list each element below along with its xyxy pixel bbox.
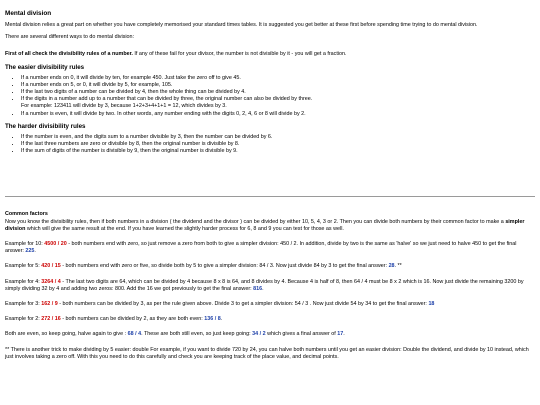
example-answer: 136 / 8 [204, 316, 221, 323]
common-factors-paragraph [5, 219, 535, 233]
example-tail: . ** [394, 263, 402, 270]
example-text: - The last two digits are 64, which can be divided by 4 because 8 x 8 is 64, and 8 divides by 4. Because 4 is half of 8, then 64 / 4 must be 8 x 2 which is 16. Now just divide the remaining 3200 by simply dividing 32 by 4 and adding two zeros: 800. Add the 16 we got previously to get the final answer: [5, 278, 524, 292]
example-answer: 28 [388, 263, 395, 270]
list-item: • If the number is even, and the digits sum to a number divisible by 3, then the number can be divided by 6. [21, 134, 535, 141]
example-tail: . [220, 316, 223, 323]
example-5 [5, 263, 535, 270]
lead-paragraph [5, 51, 535, 58]
example-4 [5, 279, 535, 293]
list-item: • If the last two digits of a number can be divided by 4, then the whole thing can be divided by 4. [21, 89, 535, 96]
common-factors-heading: Common factors [5, 211, 48, 218]
example-10 [5, 241, 535, 255]
list-item: • If the sum of digits of the number is divisible by 9, then the original number is divisible by 9. [21, 148, 535, 155]
page-title: Mental division [5, 10, 52, 17]
common-bold: simpler division [5, 218, 525, 232]
example-label: Example for 3: [5, 301, 42, 308]
ways-paragraph: There are several different ways to do mental division: [5, 34, 135, 41]
example-text: - both numbers end with zero, so just remove a zero from both to give a simpler division: 450 / 2. In addition, divide by two is the same as 'halve' so we just need to halve 450 to get the final answer: [5, 241, 517, 255]
both-even-text-c: . These are both still even, so just keep going: [141, 331, 253, 338]
list-item: • If a number ends on 0, it will divide by ten, for example 450. Just take the zero off to give 45. [21, 75, 535, 82]
example-text: - both numbers end with zero or five, so divide both by 5 to give a simpler division: 84 / 3. Now just divide 84 by 3 to get the final answer: [60, 263, 389, 270]
list-item [21, 96, 535, 110]
both-even-text-a: Both are even, so keep going, halve again to give : [5, 331, 128, 338]
footnote: ** There is another trick to make dividing by 5 easier: double For example, if you want to divide 720 by 24, you can halve both numbers until you get an easier division: Double the dividend, and divide by 10 instead, which just involves taking a zero off. With this you need to do this carefully and check you are keeping track of the place value, and decimal points. [5, 346, 529, 360]
example-tail: . [262, 285, 264, 292]
rule-three-text: If the digits in a number add up to a number that can be divided by three, the original number can also be divided by three. [21, 96, 313, 103]
example-label: Example for 4: [5, 278, 42, 285]
common-text-a: Now you know the divisibility rules, then if both numbers in a division ( the dividend and the divisor ) can be divided by either 10, 5, 4, 3 or 2. Then you can divide both numbers by their common factor to make a [5, 218, 506, 225]
both-even-text-e: . [343, 331, 345, 338]
example-label: Example for 5: [5, 263, 42, 270]
common-text-b: which will give the same result at the end. If you have learned the slightly harder process for 6, 8 and 9 you can test for those as well. [25, 225, 344, 232]
easier-rules-list [5, 75, 535, 118]
list-item: • If a number is even, it will divide by two. In other words, any number ending with the digits 0, 2, 4, 6 or 8 will divide by 2. [21, 111, 535, 118]
example-text: - both numbers can be divided by 2, as they are both even: [60, 316, 205, 323]
lead-bold: First of all check the divisibility rules of a number. [5, 51, 133, 58]
example-text: - both numbers can be divided by 3, as per the rule given above. Divide 3 to get a simpler division: 54 / 3 . Now just divide 54 by 34 to get the final answer: [57, 301, 429, 308]
example-label: Example for 10: [5, 241, 45, 248]
lead-rest: If any of these fail for your divisor, the number is not divisible by it - you will get a fraction. [132, 51, 347, 58]
rule-three-example: For example: 123411 will divide by 3, because 1+2+3+4+1+1 = 12, which divides by 3. [21, 103, 227, 110]
intro-paragraph: Mental division relies a great part on whether you have completely memorised your standard times tables. It is suggested you get better at these first before spending time trying to do mental division. [5, 22, 478, 28]
divider [5, 196, 535, 197]
harder-rules-list [5, 134, 535, 156]
both-even-text-d: which gives a final answer of [265, 331, 338, 338]
example-label: Example for 2: [5, 316, 42, 323]
harder-rules-heading: The harder divisibility rules [5, 122, 86, 130]
list-item: • If the last three numbers are zero or divisible by 8, then the original number is divisible by 8. [21, 141, 535, 148]
example-3 [5, 301, 535, 308]
spacer [5, 160, 535, 196]
example-answer: 816 [253, 285, 263, 292]
list-item: • If a number ends on 5, or 0, it will divide by 5, for example, 105. [21, 82, 535, 89]
example-tail: . [34, 248, 36, 255]
both-even-paragraph [5, 331, 535, 338]
both-even-step-2: 34 / 2 [252, 331, 266, 338]
both-even-answer: 17 [337, 331, 344, 338]
example-problem: 420 / 15 [41, 263, 61, 270]
easier-rules-heading: The easier divisibility rules [5, 63, 85, 71]
example-answer: 18 [428, 301, 435, 308]
example-answer: 225 [25, 248, 35, 255]
both-even-step-1: 68 / 4 [127, 331, 142, 338]
example-problem: 162 / 9 [41, 301, 58, 308]
example-problem: 3264 / 4 [41, 278, 61, 285]
example-problem: 272 / 16 [41, 316, 61, 323]
example-2 [5, 316, 535, 323]
example-problem: 4500 / 20 [44, 241, 67, 248]
